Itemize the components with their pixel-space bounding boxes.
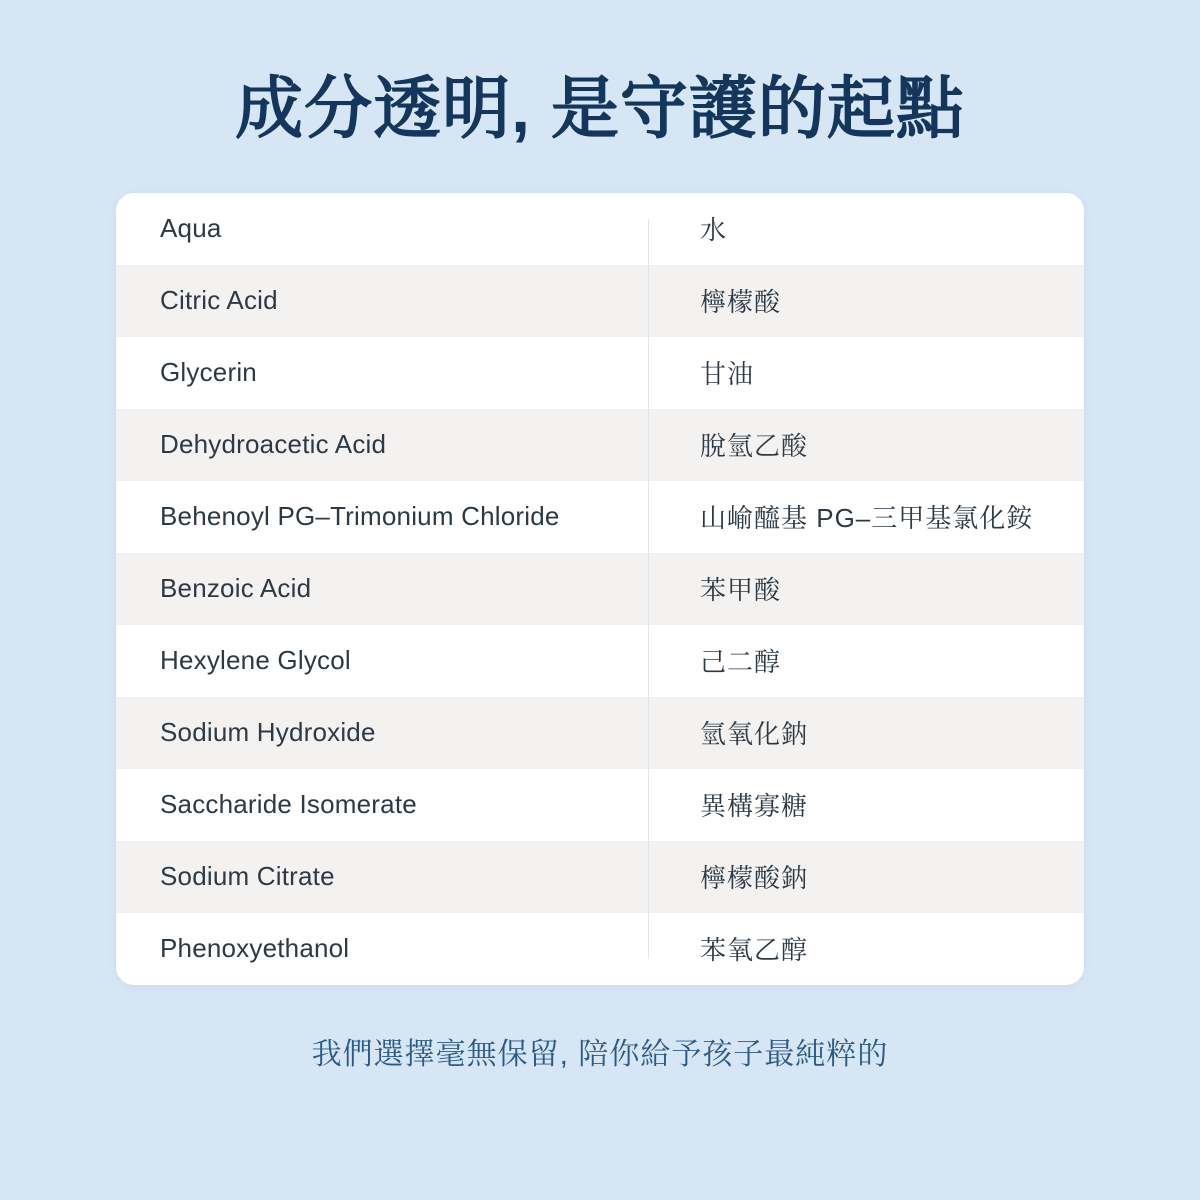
table-row (116, 265, 1084, 337)
page-title: 成分透明, 是守護的起點 (235, 71, 965, 147)
ingredient-name-en: Sodium Hydroxide (160, 717, 376, 748)
table-row (116, 841, 1084, 913)
table-row (116, 553, 1084, 625)
ingredient-name-en: Citric Acid (160, 285, 278, 316)
ingredient-name-en: Aqua (160, 213, 222, 244)
ingredient-name-zh: 苯氧乙醇 (700, 935, 809, 966)
table-row (116, 625, 1084, 697)
footnote-text: 我們選擇毫無保留, 陪你給予孩子最純粹的 (311, 1037, 889, 1071)
ingredient-table (116, 193, 1084, 985)
table-row (116, 481, 1084, 553)
table-row (116, 409, 1084, 481)
ingredient-name-zh: 苯甲酸 (700, 575, 782, 606)
ingredient-name-en: Sodium Citrate (160, 861, 335, 892)
column-divider (648, 219, 649, 959)
ingredient-name-zh: 水 (700, 215, 728, 246)
ingredient-name-en: Dehydroacetic Acid (160, 429, 387, 460)
table-row (116, 193, 1084, 265)
ingredient-name-zh: 檸檬酸 (700, 287, 782, 318)
ingredient-name-en: Behenoyl PG–Trimonium Chloride (160, 501, 560, 532)
ingredient-name-zh: 甘油 (700, 359, 755, 390)
ingredient-name-en: Phenoxyethanol (160, 933, 350, 964)
ingredient-name-zh: 檸檬酸鈉 (700, 863, 809, 894)
ingredient-name-en: Hexylene Glycol (160, 645, 351, 676)
table-row (116, 769, 1084, 841)
ingredient-name-zh: 脫氫乙酸 (700, 431, 809, 462)
table-row (116, 913, 1084, 985)
ingredient-name-en: Saccharide Isomerate (160, 789, 417, 820)
table-row (116, 697, 1084, 769)
ingredient-name-zh: 山崳醯基 PG–三甲基氯化銨 (700, 503, 1034, 534)
ingredient-name-en: Glycerin (160, 357, 257, 388)
ingredient-name-zh: 異構寡糖 (700, 791, 809, 822)
table-row (116, 337, 1084, 409)
ingredient-name-zh: 己二醇 (700, 647, 782, 678)
ingredient-name-zh: 氫氧化鈉 (700, 719, 809, 750)
ingredient-name-en: Benzoic Acid (160, 573, 312, 604)
